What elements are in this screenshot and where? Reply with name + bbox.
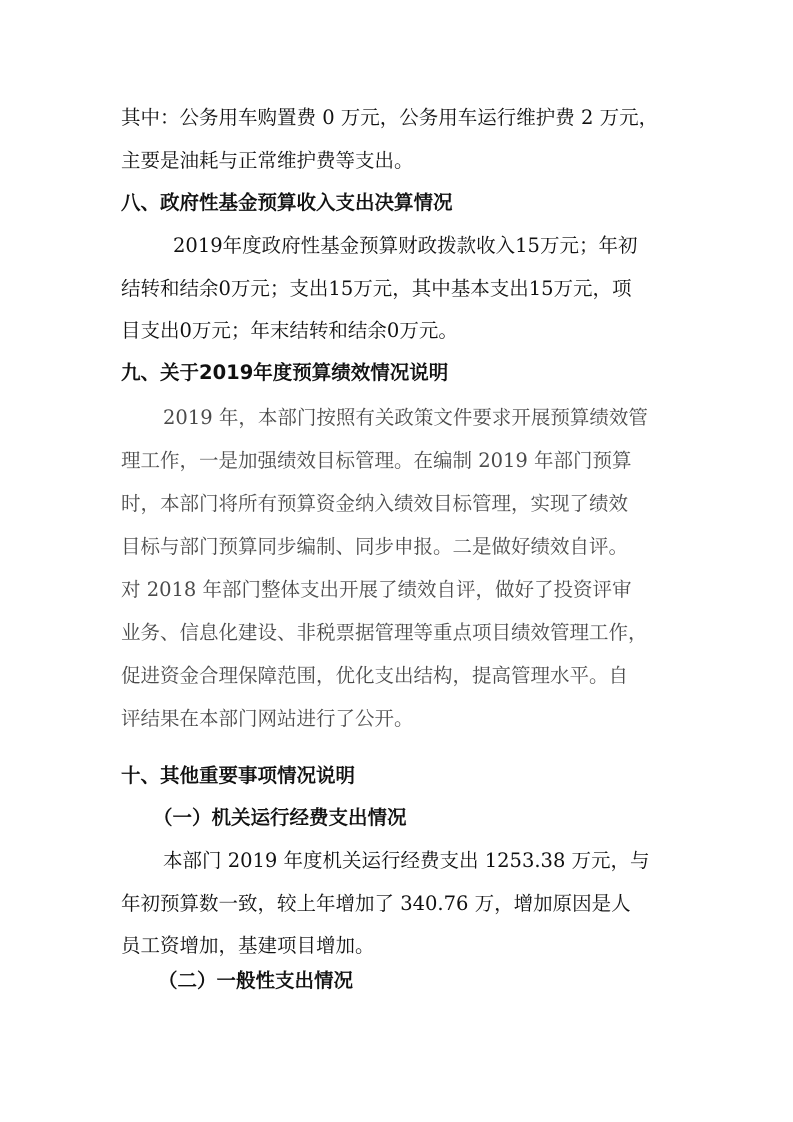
paragraph-line: 评结果在本部门网站进行了公开。 xyxy=(121,707,414,730)
paragraph-line: 2019 年，本部门按照有关政策文件要求开展预算绩效管 xyxy=(163,406,648,429)
paragraph-line: 本部门 2019 年度机关运行经费支出 1253.38 万元，与 xyxy=(163,849,650,872)
paragraph-line: 员工资增加，基建项目增加。 xyxy=(121,934,375,957)
paragraph-line: 年初预算数一致，较上年增加了 340.76 万，增加原因是人 xyxy=(121,892,631,915)
section-heading: 九、关于2019年度预算绩效情况说明 xyxy=(121,361,449,384)
paragraph-line: 理工作，一是加强绩效目标管理。在编制 2019 年部门预算 xyxy=(121,449,632,472)
section-heading: 八、政府性基金预算收入支出决算情况 xyxy=(121,191,453,214)
paragraph-line: 时，本部门将所有预算资金纳入绩效目标管理，实现了绩效 xyxy=(121,492,629,515)
subsection-heading: （二）一般性支出情况 xyxy=(158,969,354,992)
paragraph-line: 2019年度政府性基金预算财政拨款收入15万元；年初 xyxy=(173,234,638,257)
paragraph-line: 目标与部门预算同步编制、同步申报。二是做好绩效自评。 xyxy=(121,535,629,558)
paragraph-line: 对 2018 年部门整体支出开展了绩效自评，做好了投资评审 xyxy=(121,578,632,601)
paragraph-line: 结转和结余0万元；支出15万元，其中基本支出15万元，项 xyxy=(121,277,632,300)
paragraph-line: 主要是油耗与正常维护费等支出。 xyxy=(121,149,414,172)
subsection-heading: （一）机关运行经费支出情况 xyxy=(153,806,407,829)
paragraph-line: 业务、信息化建设、非税票据管理等重点项目绩效管理工作， xyxy=(121,621,648,644)
paragraph-line: 其中：公务用车购置费 0 万元，公务用车运行维护费 2 万元， xyxy=(121,106,659,129)
section-heading: 十、其他重要事项情况说明 xyxy=(121,764,356,787)
paragraph-line: 目支出0万元；年末结转和结余0万元。 xyxy=(121,319,458,342)
paragraph-line: 促进资金合理保障范围，优化支出结构，提高管理水平。自 xyxy=(121,664,629,687)
